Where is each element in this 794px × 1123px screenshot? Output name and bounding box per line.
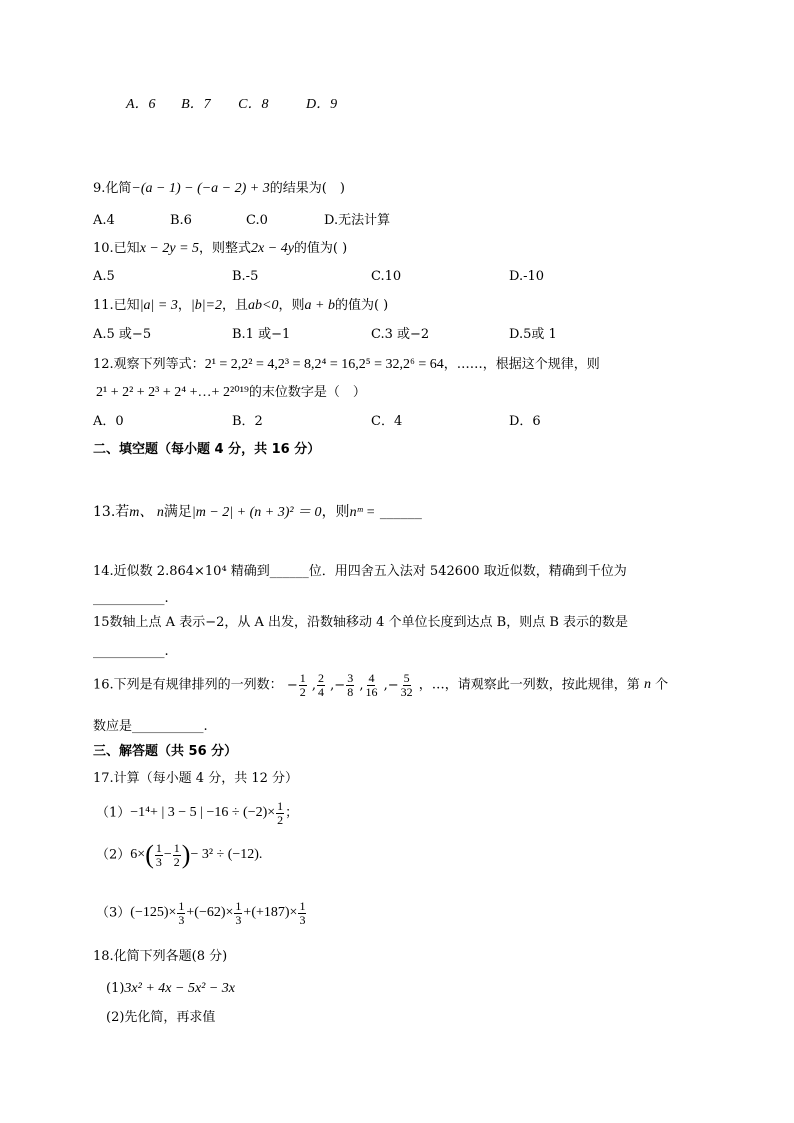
q16-prefix: 16.下列是有规律排列的一列数： bbox=[93, 677, 283, 693]
denominator: 4 bbox=[318, 684, 325, 699]
q11-prefix: 11.已知 bbox=[93, 298, 140, 313]
q8-option-d: D．9 bbox=[305, 97, 338, 112]
q17-p1-end: ； bbox=[285, 805, 299, 821]
q12-options bbox=[93, 415, 693, 429]
q9-option-c: C.0 bbox=[246, 213, 268, 228]
q13-mid: 满足 bbox=[163, 504, 192, 520]
q10-condition: x − 2y = 5 bbox=[139, 241, 200, 256]
q13-stem bbox=[93, 505, 422, 520]
q18-title: 18.化简下列各题(8 分) bbox=[93, 949, 228, 964]
q16-sign: ,− bbox=[383, 677, 399, 693]
q15-line1: 15数轴上点 A 表示−2，从 A 出发，沿数轴移动 4 个单位长度到达点 B，则点 B 表示的数是 bbox=[93, 615, 629, 630]
denominator: 3 bbox=[235, 912, 242, 927]
q16-n: n bbox=[643, 677, 651, 693]
q11-option-b: B.1 或−1 bbox=[232, 327, 291, 342]
q10-option-a: A.5 bbox=[93, 269, 115, 284]
q13-prefix: 13.若 bbox=[93, 504, 130, 520]
denominator: 8 bbox=[347, 684, 354, 699]
q12-option-b: B．2 bbox=[232, 414, 263, 429]
q11-sum: a + b bbox=[304, 298, 335, 313]
numerator: 2 bbox=[318, 671, 325, 685]
numerator: 4 bbox=[368, 671, 375, 685]
q11-ab: ab<0 bbox=[248, 298, 279, 313]
q10-options bbox=[93, 270, 693, 284]
q12-option-a: A．0 bbox=[93, 414, 124, 429]
q9-options bbox=[93, 214, 693, 228]
q17-p3-term-2: +(−62)× bbox=[186, 905, 234, 921]
numerator: 3 bbox=[347, 671, 354, 685]
q10-option-d: D.-10 bbox=[509, 269, 545, 284]
q11-option-d: D.5或 1 bbox=[509, 327, 557, 342]
q15-answer-blank: ___________. bbox=[93, 644, 169, 659]
q17-p3-term-1: (−125)× bbox=[130, 905, 177, 921]
q9-option-d: D.无法计算 bbox=[324, 213, 391, 228]
q9-suffix: 的结果为( ) bbox=[269, 181, 345, 196]
q17-p2-fraction-1 bbox=[155, 842, 163, 868]
q12-stem bbox=[93, 358, 600, 372]
q10-mid: ，则整式 bbox=[199, 241, 252, 256]
q12-prefix: 12.观察下列等式： bbox=[93, 357, 205, 372]
q17-title: 17.计算（每小题 4 分，共 12 分） bbox=[93, 771, 299, 786]
q11-abs-b: |b|=2 bbox=[190, 298, 223, 313]
q11-option-c: C.3 或−2 bbox=[371, 327, 430, 342]
left-paren: ( bbox=[145, 840, 154, 870]
q17-p1-label: （1） bbox=[96, 805, 131, 821]
q8-option-a: A．6 bbox=[126, 97, 156, 112]
q16-fraction bbox=[400, 672, 414, 698]
q13-expression: |m − 2| + (n + 3)² ＝ 0 bbox=[191, 505, 322, 520]
q8-option-c: C．8 bbox=[238, 97, 269, 112]
denominator: 2 bbox=[173, 854, 180, 869]
q13-answer-blank: ______ bbox=[379, 504, 422, 520]
q17-p3-fraction bbox=[298, 900, 306, 926]
q16-suffix: ，…，请观察此一列数，按此规律，第 bbox=[418, 677, 640, 693]
q17-p2-expression-a: 6× bbox=[130, 847, 146, 863]
q10-prefix: 10.已知 bbox=[93, 241, 140, 256]
denominator: 32 bbox=[400, 684, 413, 699]
q16-suffix2: 个 bbox=[655, 677, 669, 693]
q16-fraction bbox=[364, 672, 378, 698]
q16-sign: , bbox=[359, 677, 364, 693]
q17-p2-minus: − bbox=[163, 847, 172, 863]
q12-line2-suffix: 的末位数字是（ ） bbox=[248, 385, 366, 400]
q8-option-b: B．7 bbox=[181, 97, 211, 112]
q9-stem bbox=[93, 182, 345, 196]
q17-p3-label: （3） bbox=[96, 905, 131, 921]
q12-line2 bbox=[96, 386, 366, 400]
numerator: 1 bbox=[178, 899, 185, 913]
q17-p3-fraction bbox=[177, 900, 185, 926]
q17-part3 bbox=[96, 900, 307, 926]
q9-option-a: A.4 bbox=[93, 213, 115, 228]
q11-stem: 11.已知|a| = 3，|b|=2，且ab<0，则a + b的值为( ) bbox=[93, 298, 389, 313]
numerator: 1 bbox=[277, 799, 284, 813]
denominator: 3 bbox=[155, 854, 162, 869]
q11-abs-a: |a| = 3 bbox=[139, 298, 178, 313]
q18-part1 bbox=[106, 982, 235, 996]
numerator: 1 bbox=[299, 671, 306, 685]
q9-option-b: B.6 bbox=[170, 213, 192, 228]
q18-p1-expression: 3x² + 4x − 5x² − 3x bbox=[124, 981, 236, 996]
q16-sequence bbox=[283, 671, 419, 699]
q18-p1-label: (1) bbox=[106, 981, 125, 996]
q18-part2: (2)先化简，再求值 bbox=[106, 1010, 216, 1025]
q16-sign: , bbox=[311, 677, 317, 693]
q17-part1 bbox=[96, 800, 298, 826]
q14-line1: 14.近似数 2.864×10⁴ 精确到______位．用四舍五入法对 542600 取近似数，精确到千位为 bbox=[93, 564, 627, 579]
numerator: 1 bbox=[155, 841, 162, 855]
q12-option-d: D．6 bbox=[509, 414, 541, 429]
section-2-heading: 二、填空题（每小题 4 分，共 16 分） bbox=[93, 442, 321, 457]
q10-suffix: 的值为( ) bbox=[293, 241, 348, 256]
right-paren: ) bbox=[181, 840, 191, 870]
q10-expression: 2x − 4y bbox=[251, 241, 294, 256]
numerator: 1 bbox=[299, 899, 306, 913]
q13-vars: m、 n bbox=[129, 505, 164, 520]
q8-options bbox=[126, 98, 337, 112]
denominator: 2 bbox=[299, 684, 306, 699]
q11-option-a: A.5 或−5 bbox=[93, 327, 152, 342]
q13-answer-label: nᵐ = bbox=[349, 505, 376, 520]
q11-mid2: ，则 bbox=[278, 298, 305, 313]
q16-line2: 数应是___________. bbox=[93, 719, 208, 734]
denominator: 2 bbox=[277, 812, 284, 827]
q14-answer-blank: ___________. bbox=[93, 591, 169, 606]
q17-p2-fraction-2 bbox=[173, 842, 181, 868]
q16-stem bbox=[93, 672, 668, 698]
q10-stem bbox=[93, 242, 347, 256]
denominator: 16 bbox=[365, 684, 378, 699]
q16-sign: − bbox=[286, 677, 298, 693]
q12-suffix: ，……，根据这个规律，则 bbox=[443, 357, 600, 372]
denominator: 3 bbox=[178, 912, 185, 927]
section-3-heading: 三、解答题（共 56 分） bbox=[93, 744, 238, 759]
numerator: 1 bbox=[173, 841, 180, 855]
denominator: 3 bbox=[299, 912, 306, 927]
q11-mid: ，且 bbox=[222, 298, 249, 313]
q17-p1-expression: −1⁴+ | 3 − 5 | −16 ÷ (−2)× bbox=[130, 805, 276, 821]
numerator: 1 bbox=[235, 899, 242, 913]
numerator: 5 bbox=[403, 671, 410, 685]
q17-p2-expression-b: − 3² ÷ (−12). bbox=[190, 847, 263, 863]
q11-options bbox=[93, 328, 693, 342]
q17-p1-fraction bbox=[276, 800, 284, 826]
q13-then: ，则 bbox=[321, 504, 350, 520]
q12-sum-expression: 2¹ + 2² + 2³ + 2⁴ +…+ 2²⁰¹⁹ bbox=[96, 385, 249, 400]
q17-p2-label: （2） bbox=[96, 847, 131, 863]
q17-part2 bbox=[96, 842, 262, 868]
q16-sign: ,− bbox=[330, 677, 346, 693]
q16-fraction bbox=[317, 672, 325, 698]
q11-suffix: 的值为( ) bbox=[334, 298, 389, 313]
q16-fraction bbox=[299, 672, 307, 698]
q10-option-b: B.-5 bbox=[232, 269, 259, 284]
q17-p3-fraction bbox=[234, 900, 242, 926]
q10-option-c: C.10 bbox=[371, 269, 402, 284]
q16-fraction bbox=[346, 672, 354, 698]
q12-option-c: C．4 bbox=[371, 414, 403, 429]
q12-equations: 2¹ = 2,2² = 4,2³ = 8,2⁴ = 16,2⁵ = 32,2⁶ = 64 bbox=[204, 357, 444, 372]
q17-p3-term-3: +(+187)× bbox=[243, 905, 298, 921]
q9-expression: −(a − 1) − (−a − 2) + 3 bbox=[131, 181, 270, 196]
q9-prefix: 9.化简 bbox=[93, 181, 132, 196]
